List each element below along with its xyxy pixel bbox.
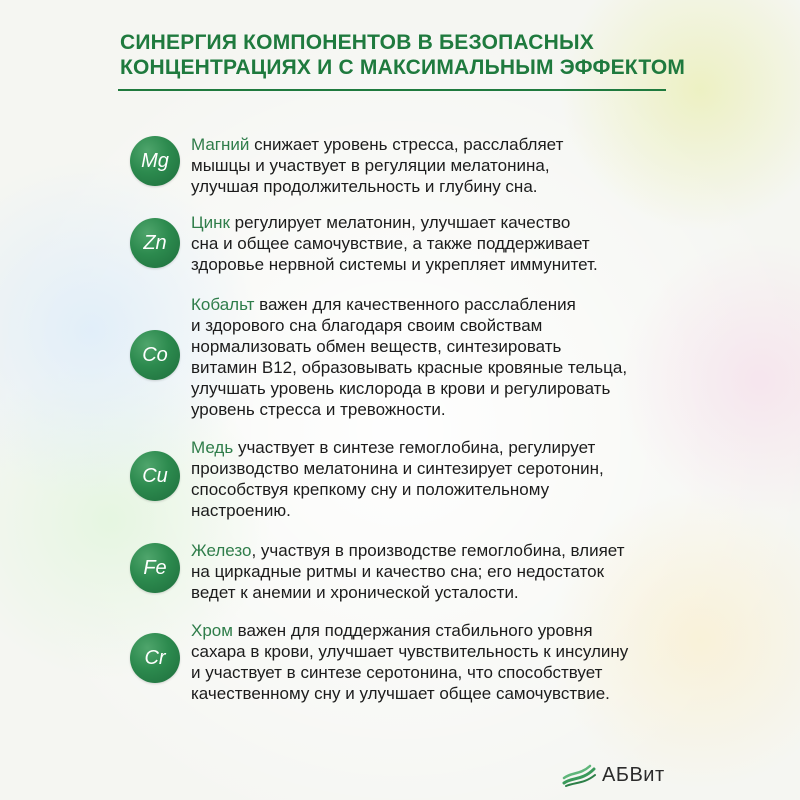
element-description: важен для качественного расслабления и здорового сна благодаря своим свойствам нормализовать обмен веществ, синтезировать витамин B12, образовывать красные кровяные тельца, улучшать уровень кислорода в крови и регулировать уровень стресса и тревожности. [191, 295, 628, 419]
element-description: снижает уровень стресса, расслабляет мышцы и участвует в регуляции мелатонина, улучшая продолжительность и глубину сна. [191, 135, 564, 196]
element-name: Медь [191, 438, 234, 457]
element-name: Железо [191, 541, 252, 560]
element-badge-mg: Mg [130, 136, 180, 186]
element-badge-fe: Fe [130, 543, 180, 593]
element-description: участвует в синтезе гемоглобина, регулирует производство мелатонина и синтезирует серотонин, способствуя крепкому сну и положительному настроению. [191, 438, 604, 520]
leaf-logo-icon [562, 763, 596, 787]
page-title: СИНЕРГИЯ КОМПОНЕНТОВ В БЕЗОПАСНЫХ КОНЦЕНТРАЦИЯХ И С МАКСИМАЛЬНЫМ ЭФФЕКТОМ [120, 31, 686, 79]
brand-logo [562, 760, 665, 790]
element-badge-cu: Cu [130, 451, 180, 501]
element-name: Цинк [191, 213, 230, 232]
element-name: Магний [191, 135, 250, 154]
element-description: , участвуя в производстве гемоглобина, влияет на циркадные ритмы и качество сна; его недостаток ведет к анемии и хронической усталости. [191, 541, 625, 602]
element-badge-zn: Zn [130, 218, 180, 268]
element-badge-co: Co [130, 330, 180, 380]
element-description: важен для поддержания стабильного уровня сахара в крови, улучшает чувствительность к инсулину и участвует в синтезе серотонина, что способствует качественному сну и улучшает общее самочувствие. [191, 621, 629, 703]
element-description: регулирует мелатонин, улучшает качество сна и общее самочувствие, а также поддерживает здоровье нервной системы и укрепляет иммунитет. [191, 213, 598, 274]
title-divider [118, 89, 666, 91]
brand-name: АБВит [602, 763, 665, 786]
element-badge-cr: Cr [130, 633, 180, 683]
element-name: Хром [191, 621, 233, 640]
element-name: Кобальт [191, 295, 255, 314]
